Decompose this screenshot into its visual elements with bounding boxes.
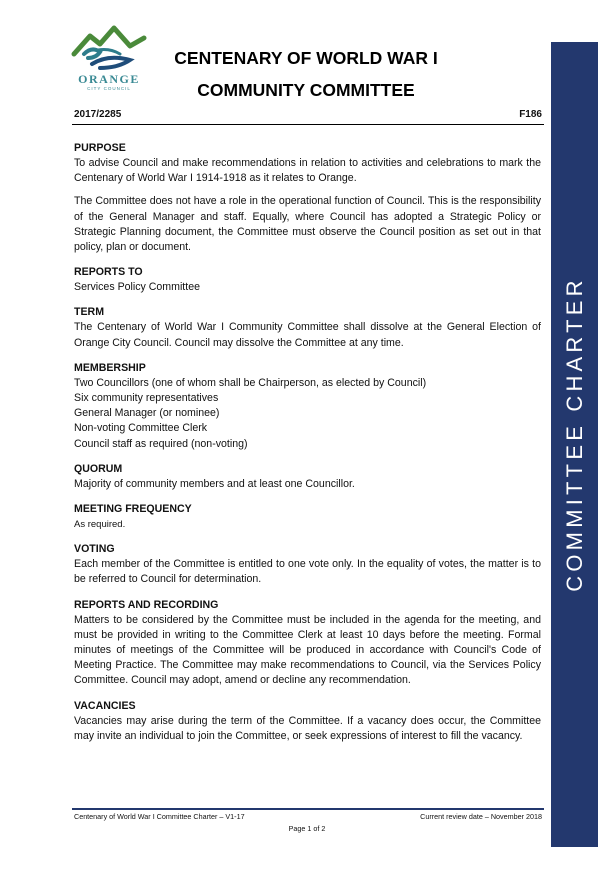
footer-divider bbox=[72, 808, 544, 810]
footer-page-number: Page 1 of 2 bbox=[288, 824, 326, 833]
section-heading: VOTING bbox=[74, 543, 115, 556]
logo-name: ORANGE bbox=[78, 72, 140, 86]
charter-body bbox=[74, 141, 541, 754]
section-heading: TERM bbox=[74, 306, 105, 319]
footer-review-date: Current review date – November 2018 bbox=[420, 812, 542, 821]
section-reports-to bbox=[74, 265, 541, 295]
section-text: Vacancies may arise during the term of the Committee. If a vacancy does occur, the Committee may invite an individual to join the Committee, or seek expressions of interest to fill the vacancy. bbox=[74, 714, 541, 742]
header-divider bbox=[72, 124, 544, 125]
section-meeting-frequency bbox=[74, 502, 541, 532]
page-title-line1: CENTENARY OF WORLD WAR I bbox=[174, 48, 438, 68]
section-voting bbox=[74, 542, 541, 587]
section-heading: VACANCIES bbox=[74, 699, 136, 712]
section-text: Services Policy Committee bbox=[74, 281, 200, 294]
section-term bbox=[74, 305, 541, 350]
section-heading: QUORUM bbox=[74, 462, 123, 475]
section-quorum bbox=[74, 462, 541, 492]
section-text: The Centenary of World War I Community Committee shall dissolve at the General Election of Orange City Council. Council may dissolve the Committee at any time. bbox=[74, 321, 541, 349]
section-heading: MEMBERSHIP bbox=[74, 361, 146, 374]
logo-subtitle: CITY COUNCIL bbox=[87, 86, 131, 91]
logo-wordmark bbox=[72, 72, 146, 91]
document-number: 2017/2285 bbox=[74, 109, 122, 120]
membership-item: General Manager (or nominee) bbox=[74, 407, 220, 420]
section-membership bbox=[74, 361, 541, 452]
section-text: Each member of the Committee is entitled to one vote only. In the equality of votes, the matter is to be referred to Council for determination. bbox=[74, 558, 541, 586]
section-reports-recording bbox=[74, 598, 541, 689]
section-text: Majority of community members and at least one Councillor. bbox=[74, 477, 355, 490]
section-text: The Committee does not have a role in the operational function of Council. This is the responsibility of the General Manager and staff. Equally, where Council has adopted a Strategic Policy or Strategic Planning document, the Committee must observe the Council position as set out in that policy, plan or document. bbox=[74, 195, 541, 254]
form-number: F186 bbox=[519, 109, 542, 120]
side-banner-label: COMMITTEE CHARTER bbox=[562, 276, 587, 592]
section-heading: REPORTS AND RECORDING bbox=[74, 598, 219, 611]
section-text: As required. bbox=[74, 519, 126, 531]
section-vacancies bbox=[74, 699, 541, 744]
page-title-line2: COMMUNITY COMMITTEE bbox=[197, 80, 415, 100]
membership-item: Council staff as required (non-voting) bbox=[74, 437, 248, 450]
footer-document-title: Centenary of World War I Committee Charter – V1-17 bbox=[74, 812, 245, 821]
section-heading: MEETING FREQUENCY bbox=[74, 503, 192, 516]
section-heading: PURPOSE bbox=[74, 142, 126, 154]
membership-item: Two Councillors (one of whom shall be Chairperson, as elected by Council) bbox=[74, 376, 427, 389]
section-heading: REPORTS TO bbox=[74, 266, 143, 279]
membership-item: Six community representatives bbox=[74, 392, 219, 405]
section-purpose bbox=[74, 141, 541, 255]
orange-city-council-logo-icon bbox=[70, 24, 148, 74]
membership-item: Non-voting Committee Clerk bbox=[74, 422, 208, 435]
section-text: Matters to be considered by the Committee must be included in the agenda for the meeting, and must be provided in writing to the Committee Clerk at least 10 days before the meeting. Formal minutes of meetings of the Committee will be produced in accordance with Council's Code of Meeting Practice. The Committee may make recommendations to Council, via the Services Policy Committee. Council may adopt, amend or decline any recommendation. bbox=[74, 613, 541, 687]
section-text: To advise Council and make recommendations in relation to activities and celebrations to mark the Centenary of World War I 1914-1918 as it relates to Orange. bbox=[74, 157, 541, 185]
